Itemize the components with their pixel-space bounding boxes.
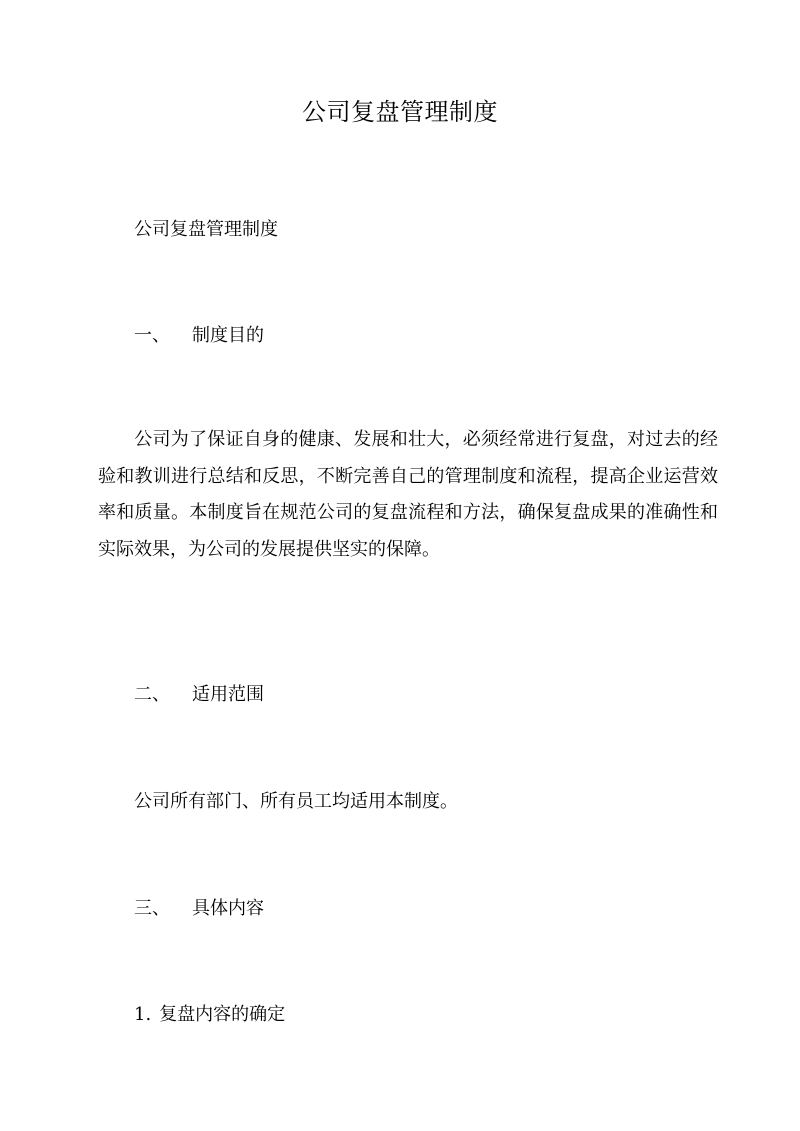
section-title: 制度目的 — [192, 325, 264, 346]
document-title: 公司复盘管理制度 — [302, 98, 498, 126]
section-heading-content — [134, 897, 264, 921]
subsection-title: 复盘内容的确定 — [159, 1004, 286, 1025]
section-heading-purpose — [134, 324, 264, 348]
section-paragraph-purpose — [98, 422, 718, 568]
section-number: 三、 — [134, 898, 170, 919]
section-title: 具体内容 — [192, 898, 264, 919]
subsection-number: 1. — [134, 1004, 152, 1025]
section-heading-scope — [134, 683, 264, 707]
section-number: 二、 — [134, 684, 170, 705]
section-number: 一、 — [134, 325, 170, 346]
subsection-heading — [134, 1003, 285, 1027]
paragraph-text: 公司为了保证自身的健康、发展和壮大，必须经常进行复盘，对过去的经验和教训进行总结和反思，不断完善自己的管理制度和流程，提高企业运营效率和质量。本制度旨在规范公司的复盘流程和方法，确保复盘成果的准确性和实际效果，为公司的发展提供坚实的保障。 — [98, 429, 718, 560]
section-title: 适用范围 — [192, 684, 264, 705]
section-paragraph-scope: 公司所有部门、所有员工均适用本制度。 — [134, 791, 458, 812]
document-subtitle: 公司复盘管理制度 — [134, 219, 278, 240]
